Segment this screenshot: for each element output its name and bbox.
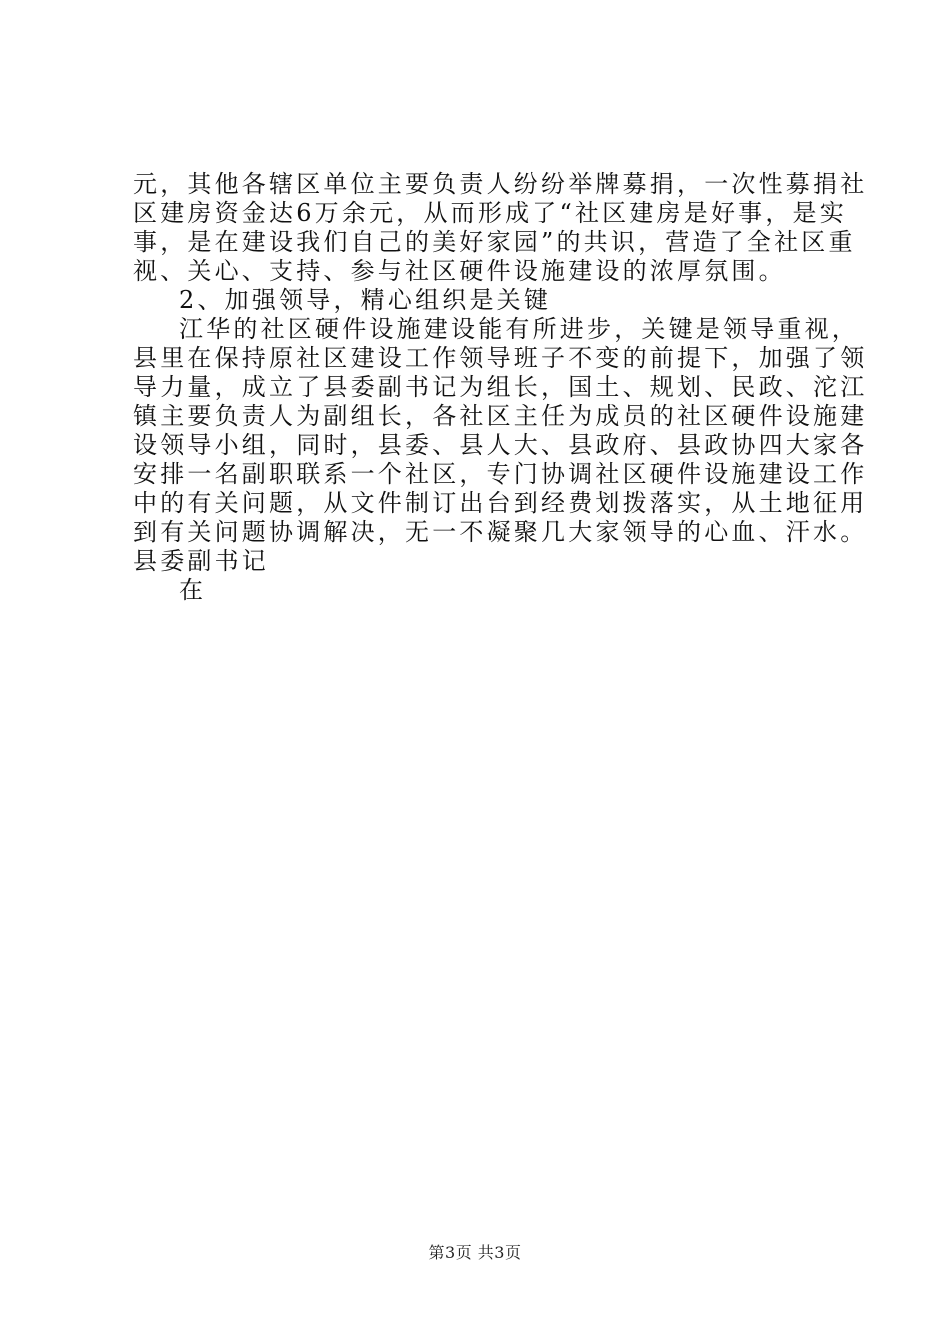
paragraph-line-9: 设领导小组，同时，县委、县人大、县政府、县政协四大家各 <box>133 431 868 459</box>
paragraph-line-4: 视、关心、支持、参与社区硬件设施建设的浓厚氛围。 <box>133 257 786 285</box>
paragraph-line-12: 到有关问题协调解决，无一不凝聚几大家领导的心血、汗水。 <box>133 518 868 546</box>
paragraph-line-8: 镇主要负责人为副组长，各社区主任为成员的社区硬件设施建 <box>133 402 868 430</box>
paragraph-line-3: 事，是在建设我们自己的美好家园”的共识，营造了全社区重 <box>133 228 856 256</box>
paragraph-line-14: 在 <box>179 576 207 604</box>
paragraph-line-7: 导力量，成立了县委副书记为组长，国土、规划、民政、沱江 <box>133 373 868 401</box>
document-body <box>133 170 868 605</box>
page-footer: 第3页 共3页 <box>428 1243 522 1262</box>
paragraph-line-11: 中的有关问题，从文件制订出台到经费划拨落实，从土地征用 <box>133 489 868 517</box>
paragraph-line-13: 县委副书记 <box>133 547 269 575</box>
paragraph-line-1: 元，其他各辖区单位主要负责人纷纷举牌募捐，一次性募捐社 <box>133 170 868 198</box>
section-heading: 2、加强领导，精心组织是关键 <box>179 286 552 314</box>
paragraph-line-2: 区建房资金达6万余元，从而形成了“社区建房是好事，是实 <box>133 199 847 227</box>
paragraph-line-6: 县里在保持原社区建设工作领导班子不变的前提下，加强了领 <box>133 344 868 372</box>
paragraph-line-5: 江华的社区硬件设施建设能有所进步，关键是领导重视， <box>179 315 859 343</box>
paragraph-line-10: 安排一名副职联系一个社区，专门协调社区硬件设施建设工作 <box>133 460 868 488</box>
